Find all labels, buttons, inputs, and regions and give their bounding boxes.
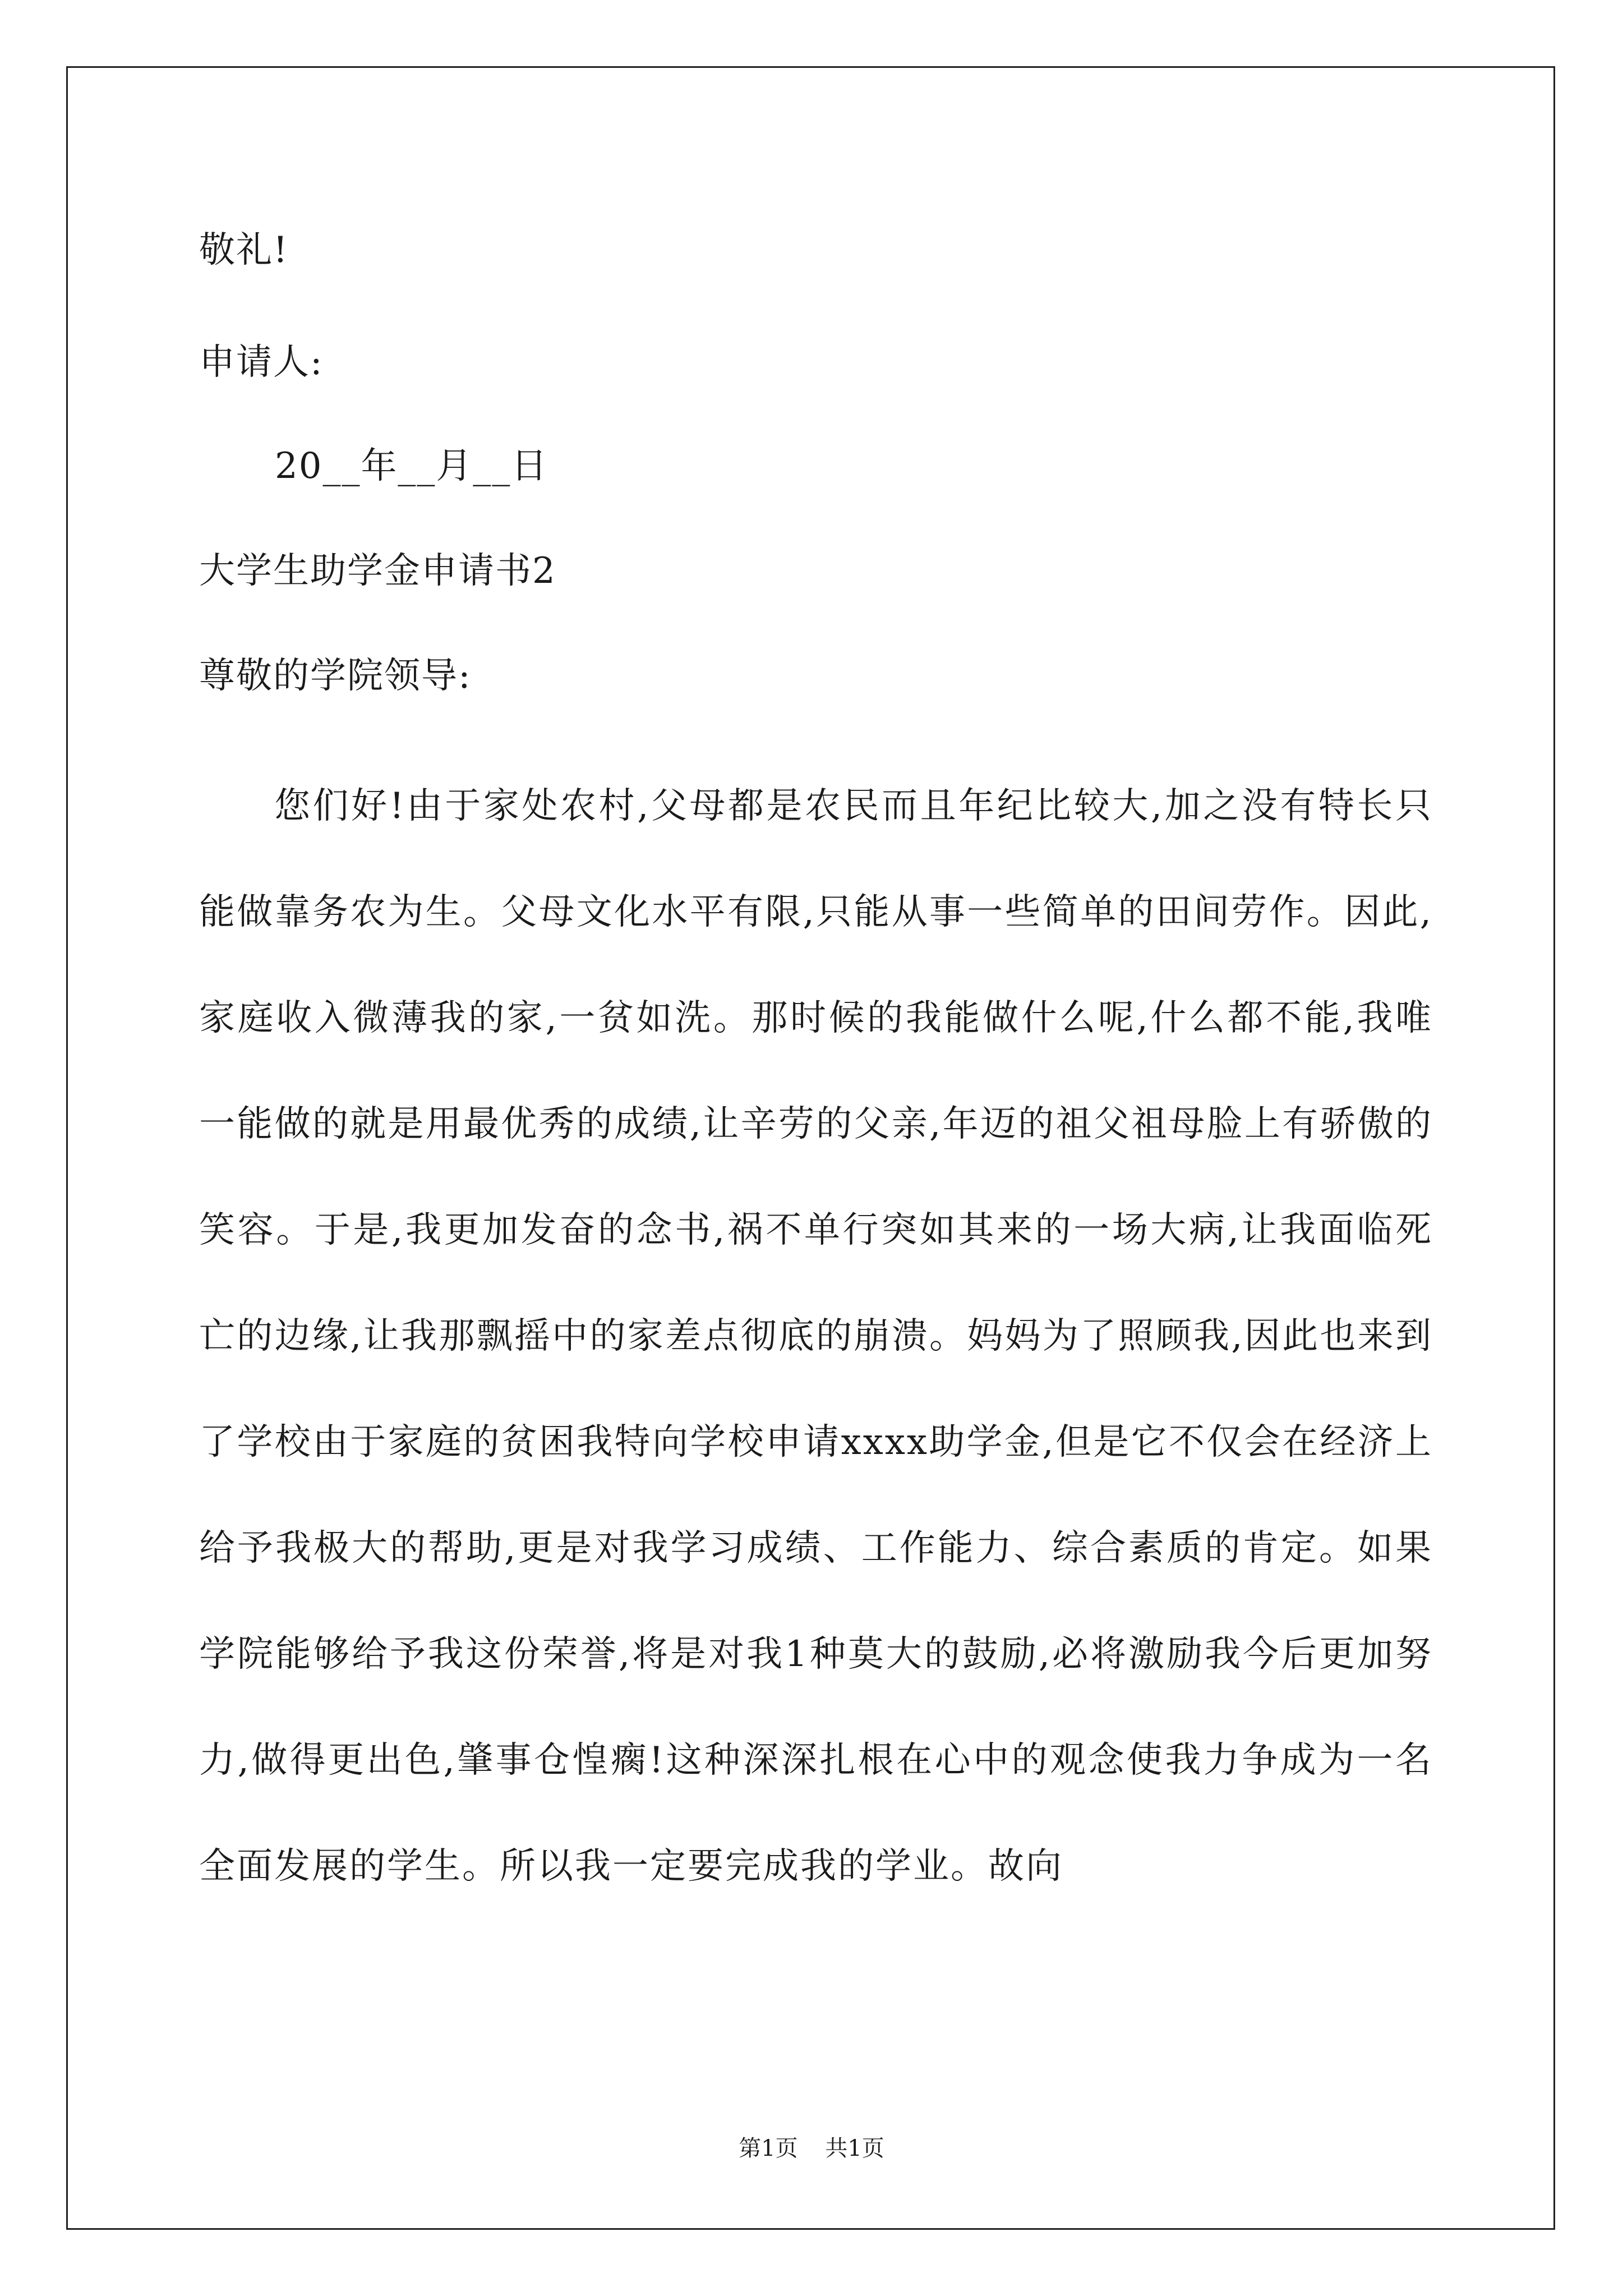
section-title: 大学生助学金申请书2 [199,550,556,592]
page-total: 共1页 [825,2136,884,2161]
page-number: 第1页 [739,2136,798,2161]
closing-line: 敬礼! [199,229,289,271]
date-line: 20__年__月__日 [275,445,548,487]
signature-label: 申请人: [199,342,324,383]
salutation: 尊敬的学院领导: [199,655,472,697]
page-footer [0,2132,1623,2165]
body-paragraph: 您们好!由于家处农村,父母都是农民而且年纪比较大,加之没有特长只能做靠务农为生。父母文化水平有限,只能从事一些简单的田间劳作。因此,家庭收入微薄我的家,一贫如洗。那时候的我能做什么呢,什么都不能,我唯一能做的就是用最优秀的成绩,让辛劳的父亲,年迈的祖父祖母脸上有骄傲的笑容。于是,我更加发奋的念书,祸不单行突如其来的一场大病,让我面临死亡的边缘,让我那飘摇中的家差点彻底的崩溃。妈妈为了照顾我,因此也来到了学校由于家庭的贫困我特向学校申请xxxx助学金,但是它不仅会在经济上给予我极大的帮助,更是对我学习成绩、工作能力、综合素质的肯定。如果学院能够给予我这份荣誉,将是对我1种莫大的鼓励,必将激励我今后更加努力,做得更出色,肇事仓惶瘸!这种深深扎根在心中的观念使我力争成为一名全面发展的学生。所以我一定要完成我的学业。故向 [199,785,1433,1887]
